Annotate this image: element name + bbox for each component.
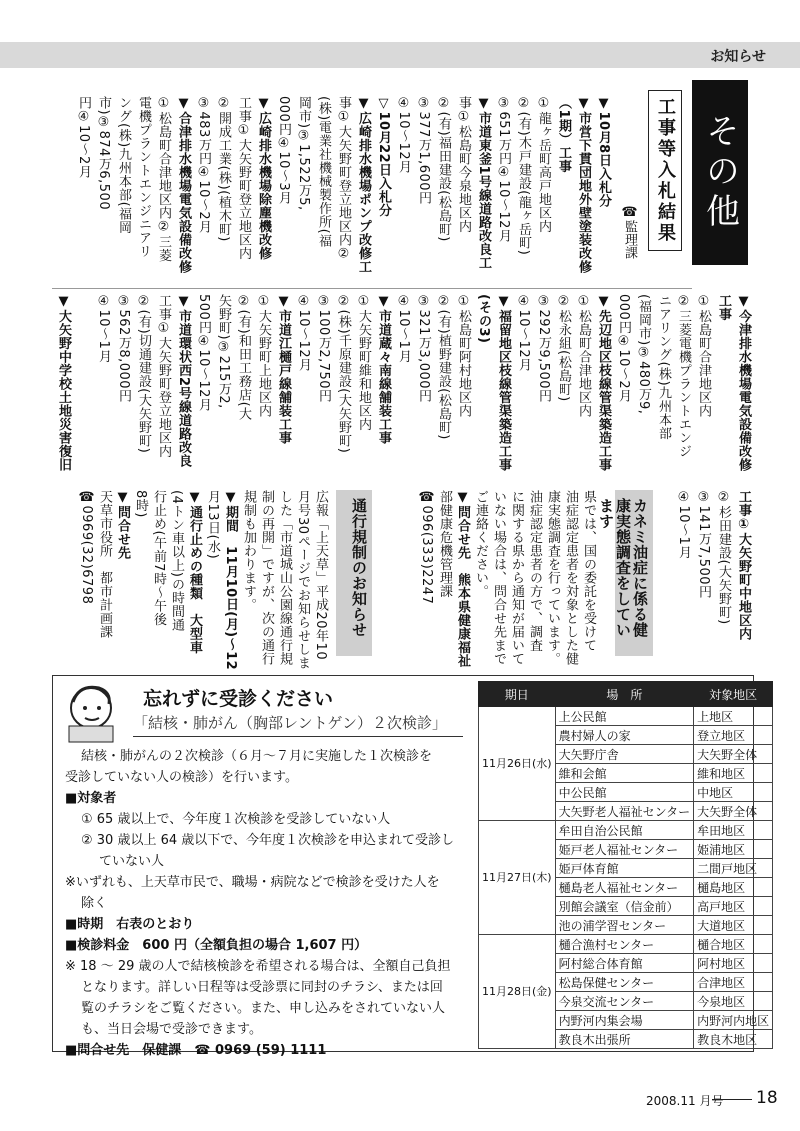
bid-col: (その3) [476,294,491,344]
bid-col: ▼大矢野中学校土地災害復旧 [56,294,71,472]
kanemi-text: ご連絡ください。 [473,490,488,598]
schedule-area: 阿村地区 [694,954,773,973]
kanemi-text: ☎096(333)2247 [419,490,434,605]
table-row [479,935,773,954]
schedule-place: 今泉交流センター [555,992,694,1011]
traffic-text: ▼問合せ先 [115,490,130,560]
bid-col: ▼市営下貫団地外壁塗装改修 [576,96,591,274]
schedule-area: 大矢野全体 [694,745,773,764]
table-row [479,707,773,726]
checkup-title: 忘れずに受診ください [143,688,334,710]
bid-col: ②(有)植野建設(松島町) [436,294,451,440]
bid-col: 岡市)③1,522万5, [296,96,311,211]
bid-col: ①松島町合津地区内 [696,294,711,418]
bid-col: ③483万円④10～2月 [196,96,211,234]
bid-col: ▼広崎排水機場ポンプ改修工 [356,96,371,274]
bid-col: ②(有)切通建設(大矢野町) [136,294,151,454]
checkup-line: ② 30 歳以上 64 歳以下で、今年度１次検診を申込まれて受診し [81,833,455,848]
checkup-line: 除く [81,896,108,911]
checkup-line: も、当日会場で受診できます。 [81,1022,262,1037]
schedule-area: 大矢野全体 [694,802,773,821]
schedule-place: 樋島老人福祉センター [555,878,694,897]
schedule-date: 11月26日(水) [479,707,556,821]
bid-col: ①大矢野町維和地区内 [356,294,371,431]
traffic-text: ☎0969(32)6798 [79,490,94,605]
bid-col: ①大矢野町上地区内 [256,294,271,418]
bid-col: ①松島町合津地区内 [576,294,591,418]
bid-col: (株)電業社機械製作所(福 [316,96,331,248]
checkup-line: ■検診料金 600 円（全額負担の場合 1,607 円） [65,938,368,953]
bid-col: ②(有)木戸建設(龍ヶ岳町) [516,96,531,256]
bid-results-title: 工事等入札結果 [648,90,682,251]
bid-col: ▼市道環状西2号線道路改良 [176,294,191,468]
table-row [479,821,773,840]
bid-col: ④10～12月 [516,294,531,372]
kanemi-text: 部健康危機管理課 [437,490,452,598]
checkup-line: ■問合せ先 保健課 ☎ 0969 (59) 1111 [65,1043,327,1058]
traffic-text: ▼通行止めの種類 大型車 [187,490,202,654]
traffic-text: 広報「上天草」平成20年10 [313,490,328,661]
kanemi-text: 油症認定患者を対象とした健 [563,490,578,666]
checkup-body [65,746,473,1061]
schedule-area: 大道地区 [694,916,773,935]
kanemi-text: ▼問合せ先 熊本県健康福祉 [455,490,470,668]
schedule-place: 大矢野庁舎 [555,745,694,764]
bid-col: ②開成工業(株)(植木町) [216,96,231,242]
traffic-text: した「市道城山公園線通行規 [277,490,292,666]
bid-col: ▼市道東釜1号線道路改良工 [476,96,491,270]
bid-col: ▽10月22日入札分 [376,96,391,218]
bid-col: ②杉田建設(大矢野町) [716,490,731,625]
header-label: お知らせ [710,49,766,65]
schedule-place: 農村婦人の家 [555,726,694,745]
traffic-text: 行止め(午前7時～午後 [151,490,166,626]
checkup-line: 結核・肺がんの２次検診（６月～７月に実施した１次検診を [81,749,433,764]
kanemi-text: に関する県から通知が届いて [509,490,524,666]
bid-col: ①松島町阿村地区内 [456,294,471,418]
schedule-header: 場 所 [555,682,694,707]
kanemi-title: カネミ油症に係る健康実態調査をしています [615,490,653,656]
bid-col: 矢野町)③215万2, [216,294,231,409]
checkup-line: 覧のチラシをご覧ください。また、申し込みをされていない人 [81,1001,446,1016]
traffic-text: 月号30ページでお知らせしま [295,490,310,670]
schedule-place: 維和会館 [555,764,694,783]
schedule-place: 樋合漁村センター [555,935,694,954]
checkup-line: ていない人 [99,854,165,869]
traffic-text: 天草市役所 都市計画課 [97,490,112,639]
bid-col: ③100万2,750円 [316,294,331,403]
divider [133,736,463,737]
bid-col: 円④10～2月 [76,96,91,179]
bid-col: 事①松島町今泉地区内 [456,96,471,233]
schedule-area: 合津地区 [694,973,773,992]
checkup-line: となります。詳しい日程等は受診票に同封のチラシ、または回 [81,980,443,995]
bid-col: 電機プラントエンジニアリ [136,96,151,258]
checkup-line: ■対象者 [65,791,117,806]
page-number: 18 [756,1088,778,1108]
bid-col: ▼広崎排水機場除塵機改修 [256,96,271,260]
bid-col: 000円④10～2月 [616,294,631,403]
bid-col: 事①大矢野町登立地区内② [336,96,351,262]
bid-col: ③377万1,600円 [416,96,431,205]
schedule-area: 今泉地区 [694,992,773,1011]
bid-col: ②松永組(松島町) [556,294,571,402]
traffic-title: 通行規制のお知らせ [336,490,372,656]
bid-col: ▼福留地区枝線管渠築造工事 [496,294,511,472]
schedule-place: 牟田自治公民館 [555,821,694,840]
schedule-place: 姫戸体育館 [555,859,694,878]
schedule-place: 中公民館 [555,783,694,802]
checkup-line: ※いずれも、上天草市民で、職場・病院などで検診を受けた人を [65,875,440,890]
bid-col: 工事①大矢野町登立地区内 [156,294,171,458]
bid-col: ④10～1月 [96,294,111,363]
schedule-place: 松島保健センター [555,973,694,992]
bid-col: (福岡市)③480万9, [636,294,651,415]
bid-col: ④10～1月 [676,490,691,559]
traffic-text: ▼期間 11月10日(月)～12 [223,490,238,671]
bid-col: ④10～12月 [396,96,411,174]
schedule-area: 教良木地区 [694,1030,773,1049]
schedule-place: 大矢野老人福祉センター [555,802,694,821]
bid-col: 工事①大矢野町登立地区内 [236,96,251,260]
bid-col: 工事①大矢野町中地区内 [736,490,751,641]
traffic-text: (4トン車以上)の時間通 [169,490,184,632]
schedule-place: 池の浦学習センター [555,916,694,935]
bid-col: ③562万8,000円 [116,294,131,403]
section-title: その他 [692,80,748,265]
schedule-date: 11月28日(金) [479,935,556,1049]
divider [52,288,692,289]
bid-col: ②三菱電機プラントエンジ [676,294,691,458]
schedule-area: 姫浦地区 [694,840,773,859]
bid-col: 000円④10～3月 [276,96,291,205]
issue-label: 2008.11 月号 [646,1094,724,1108]
bid-col: ▼今津排水機場電気設備改修 [736,294,751,472]
kanemi-text: 康実態調査を行っています。 [545,490,560,666]
schedule-area: 牟田地区 [694,821,773,840]
bid-col: ①松島町合津地区内②三菱 [156,96,171,262]
bid-col: ▼市道江樋戸線舗装工事 [276,294,291,445]
header-bar [0,42,800,68]
traffic-text: 月13日(水) [205,490,220,560]
kanemi-text: 油症認定患者の方で、調査 [527,490,542,652]
schedule-area: 登立地区 [694,726,773,745]
bid-col: ③321万3,000円 [416,294,431,403]
doctor-mascot-icon [59,678,129,744]
schedule-date: 11月27日(木) [479,821,556,935]
schedule-area: 樋島地区 [694,878,773,897]
bid-col: 500円④10～12月 [196,294,211,412]
checkup-line: ※ 18 ～ 29 歳の人で結核検診を希望される場合は、全額自己負担 [65,959,451,974]
bid-col: ②(株)千原建設(大矢野町) [336,294,351,454]
checkup-subtitle: 「結核・肺がん（胸部レントゲン）２次検診」 [133,714,448,732]
schedule-area: 上地区 [694,707,773,726]
bid-col: ②(有)福田建設(松島町) [436,96,451,242]
schedule-table [478,681,773,1049]
checkup-line: ■時期 右表のとおり [65,917,195,932]
schedule-area: 内野河内地区 [694,1011,773,1030]
checkup-line: ① 65 歳以上で、今年度１次検診を受診していない人 [81,812,391,827]
schedule-place: 内野河内集会場 [555,1011,694,1030]
kanemi-text: 県では、国の委託を受けて [581,490,596,652]
traffic-text: 8時) [133,490,148,518]
bid-col: ③141万7,500円 [696,490,711,599]
bid-col: ③651万円④10～12月 [496,96,511,243]
schedule-place: 姫戸老人福祉センター [555,840,694,859]
bid-col: ▼市道蔵々南線舗装工事 [376,294,391,445]
traffic-text: 規制も加わります。 [241,490,256,612]
schedule-area: 維和地区 [694,764,773,783]
schedule-place: 上公民館 [555,707,694,726]
bid-col: ▼合津排水機場電気設備改修 [176,96,191,274]
bid-col: ④10～1月 [396,294,411,363]
bid-col: ②(有)和田工務店(大 [236,294,251,421]
schedule-area: 高戸地区 [694,897,773,916]
bid-col: 工事 [716,294,731,321]
bid-col: 市)③874万6,500 [96,96,111,211]
bid-col: ング(株)九州本部(福岡 [116,96,131,235]
bid-col: ①龍ヶ岳町高戸地区内 [536,96,551,233]
schedule-area: 中地区 [694,783,773,802]
schedule-place: 別館会議室（信金前） [555,897,694,916]
bid-col: ▼10月8日入札分 [596,96,611,208]
checkup-notice [52,675,770,1058]
bid-col: （1期）工事 [556,96,571,174]
bid-col: ▼先辺地区枝線管渠築造工事 [596,294,611,472]
schedule-header: 対象地区 [694,682,773,707]
kanemi-text: いない場合は、問合せ先まで [491,490,506,666]
checkup-line: 受診していない人の検診）を行います。 [65,770,298,785]
bid-contact: ☎監理課 [622,205,637,259]
schedule-place: 阿村総合体育館 [555,954,694,973]
bid-col: ニアリング(株)九州本部 [656,294,671,441]
traffic-text: 制の再開」ですが、次の通行 [259,490,274,666]
divider [712,1099,752,1100]
bid-col: ③292万9,500円 [536,294,551,403]
bid-col: ④10～12月 [296,294,311,372]
schedule-place: 教良木出張所 [555,1030,694,1049]
schedule-area: 二間戸地区 [694,859,773,878]
schedule-header: 期日 [479,682,556,707]
schedule-area: 樋合地区 [694,935,773,954]
